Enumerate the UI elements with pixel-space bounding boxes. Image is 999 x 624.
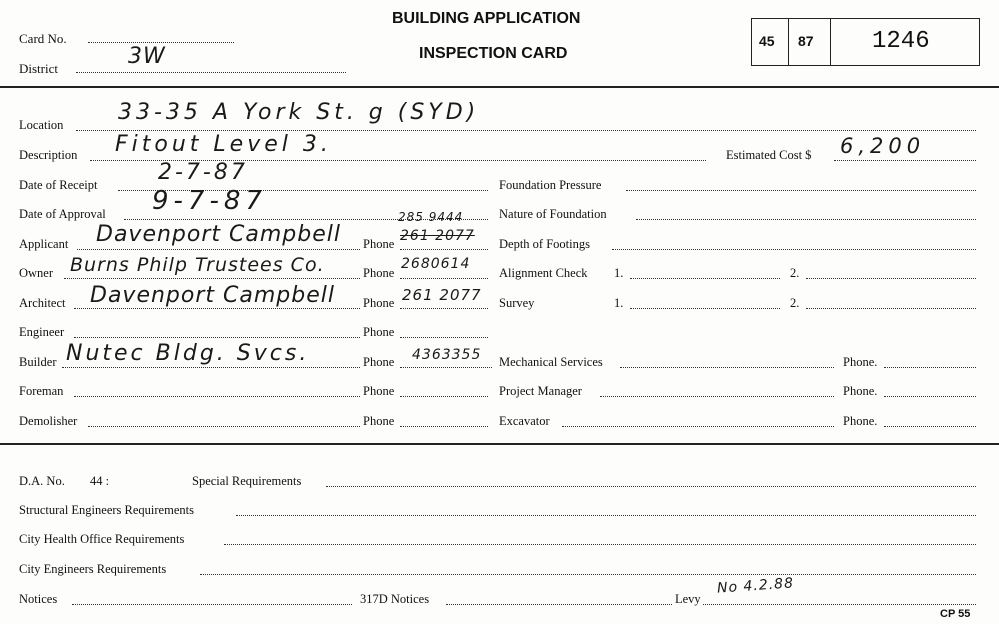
alignment-check-label: Alignment Check bbox=[499, 266, 588, 280]
estimated-cost-value: 6,200 bbox=[840, 134, 926, 158]
applicant-label: Applicant bbox=[19, 237, 69, 251]
builder-value: Nutec Bldg. Svcs. bbox=[66, 341, 310, 366]
alignment-check-2-field[interactable] bbox=[806, 278, 976, 279]
mechanical-phone-field[interactable] bbox=[884, 367, 976, 368]
mechanical-label: Mechanical Services bbox=[499, 355, 603, 369]
alignment-num-1: 1. bbox=[614, 266, 624, 280]
owner-value: Burns Philp Trustees Co. bbox=[70, 254, 325, 276]
demolisher-label: Demolisher bbox=[19, 414, 78, 428]
form-subtitle: INSPECTION CARD bbox=[419, 45, 568, 62]
foreman-phone-label: Phone bbox=[363, 384, 395, 398]
card-number-box bbox=[751, 18, 980, 66]
architect-value: Davenport Campbell bbox=[90, 283, 335, 308]
city-engineers-field[interactable] bbox=[200, 574, 976, 575]
levy-field[interactable] bbox=[703, 604, 976, 605]
survey-label: Survey bbox=[499, 296, 535, 310]
location-value: 33-35 A York St. g (SYD) bbox=[118, 100, 480, 125]
builder-phone-value: 4363355 bbox=[412, 347, 482, 363]
demolisher-phone-field[interactable] bbox=[400, 426, 488, 427]
card-number: 1246 bbox=[872, 28, 930, 55]
builder-phone-field[interactable] bbox=[400, 367, 492, 368]
depth-footings-label: Depth of Footings bbox=[499, 237, 590, 251]
nature-foundation-label: Nature of Foundation bbox=[499, 207, 607, 221]
owner-phone-label: Phone bbox=[363, 266, 395, 280]
project-manager-label: Project Manager bbox=[499, 384, 582, 398]
architect-phone-field[interactable] bbox=[400, 308, 488, 309]
owner-phone-field[interactable] bbox=[400, 278, 488, 279]
foreman-label: Foreman bbox=[19, 384, 64, 398]
project-manager-phone-field[interactable] bbox=[884, 396, 976, 397]
owner-phone-value: 2680614 bbox=[401, 256, 471, 272]
project-manager-field[interactable] bbox=[600, 396, 834, 397]
levy-value: No 4.2.88 bbox=[716, 575, 795, 597]
demolisher-field[interactable] bbox=[88, 426, 360, 427]
approval-label: Date of Approval bbox=[19, 207, 106, 221]
applicant-field[interactable] bbox=[77, 249, 360, 250]
box-divider bbox=[830, 18, 831, 66]
applicant-phone-field[interactable] bbox=[400, 249, 488, 250]
alignment-check-1-field[interactable] bbox=[630, 278, 780, 279]
city-engineers-label: City Engineers Requirements bbox=[19, 562, 167, 576]
location-label: Location bbox=[19, 118, 64, 132]
da-no-label: D.A. No. bbox=[19, 474, 65, 488]
notices-label: Notices bbox=[19, 592, 58, 606]
survey-1-field[interactable] bbox=[630, 308, 780, 309]
applicant-phone-label: Phone bbox=[363, 237, 395, 251]
box-divider bbox=[788, 18, 789, 66]
survey-num-1: 1. bbox=[614, 296, 624, 310]
district-value: 3W bbox=[128, 44, 166, 69]
special-requirements-label: Special Requirements bbox=[192, 474, 302, 488]
box-b-value: 87 bbox=[798, 33, 814, 49]
location-field[interactable] bbox=[76, 130, 976, 131]
mechanical-field[interactable] bbox=[620, 367, 834, 368]
receipt-value: 2-7-87 bbox=[158, 160, 248, 185]
structural-field[interactable] bbox=[236, 515, 976, 516]
levy-label: Levy bbox=[675, 592, 701, 606]
approval-value: 9-7-87 bbox=[152, 186, 267, 216]
box-a-value: 45 bbox=[759, 33, 775, 49]
description-label: Description bbox=[19, 148, 78, 162]
builder-phone-label: Phone bbox=[363, 355, 395, 369]
foreman-phone-field[interactable] bbox=[400, 396, 488, 397]
excavator-label: Excavator bbox=[499, 414, 550, 428]
notices-317d-label: 317D Notices bbox=[360, 592, 430, 606]
da-no-value: 44 : bbox=[90, 474, 110, 488]
alignment-num-2: 2. bbox=[790, 266, 800, 280]
divider-bottom bbox=[0, 443, 999, 445]
special-requirements-field[interactable] bbox=[326, 486, 976, 487]
district-field[interactable] bbox=[76, 72, 346, 73]
health-field[interactable] bbox=[224, 544, 976, 545]
architect-phone-label: Phone bbox=[363, 296, 395, 310]
applicant-phone-value: 261 2077 bbox=[400, 228, 475, 244]
engineer-phone-field[interactable] bbox=[400, 337, 488, 338]
survey-num-2: 2. bbox=[790, 296, 800, 310]
builder-label: Builder bbox=[19, 355, 57, 369]
excavator-phone-label: Phone. bbox=[843, 414, 878, 428]
excavator-field[interactable] bbox=[562, 426, 834, 427]
foreman-field[interactable] bbox=[74, 396, 360, 397]
engineer-label: Engineer bbox=[19, 325, 65, 339]
mechanical-phone-label: Phone. bbox=[843, 355, 878, 369]
architect-phone-value: 261 2077 bbox=[402, 286, 482, 304]
description-value: Fitout Level 3. bbox=[115, 132, 332, 157]
architect-label: Architect bbox=[19, 296, 66, 310]
estimated-cost-label: Estimated Cost $ bbox=[726, 148, 812, 162]
card-no-field[interactable] bbox=[88, 42, 234, 43]
builder-field[interactable] bbox=[62, 367, 360, 368]
estimated-cost-field[interactable] bbox=[834, 160, 976, 161]
demolisher-phone-label: Phone bbox=[363, 414, 395, 428]
excavator-phone-field[interactable] bbox=[884, 426, 976, 427]
depth-footings-field[interactable] bbox=[612, 249, 976, 250]
receipt-label: Date of Receipt bbox=[19, 178, 98, 192]
survey-2-field[interactable] bbox=[806, 308, 976, 309]
card-no-label: Card No. bbox=[19, 31, 67, 46]
nature-foundation-field[interactable] bbox=[636, 219, 976, 220]
health-label: City Health Office Requirements bbox=[19, 532, 185, 546]
notices-317d-field[interactable] bbox=[446, 604, 672, 605]
project-manager-phone-label: Phone. bbox=[843, 384, 878, 398]
owner-label: Owner bbox=[19, 266, 54, 280]
architect-field[interactable] bbox=[74, 308, 360, 309]
engineer-phone-label: Phone bbox=[363, 325, 395, 339]
district-label: District bbox=[19, 61, 58, 76]
applicant-value: Davenport Campbell bbox=[96, 222, 341, 247]
applicant-phone-extra: 285 9444 bbox=[398, 210, 464, 224]
foundation-pressure-field[interactable] bbox=[626, 190, 976, 191]
divider-top bbox=[0, 86, 999, 88]
notices-field[interactable] bbox=[72, 604, 352, 605]
foundation-pressure-label: Foundation Pressure bbox=[499, 178, 602, 192]
form-code: CP 55 bbox=[940, 608, 971, 620]
engineer-field[interactable] bbox=[74, 337, 360, 338]
structural-label: Structural Engineers Requirements bbox=[19, 503, 194, 517]
owner-field[interactable] bbox=[64, 278, 360, 279]
form-title: BUILDING APPLICATION bbox=[392, 10, 581, 27]
